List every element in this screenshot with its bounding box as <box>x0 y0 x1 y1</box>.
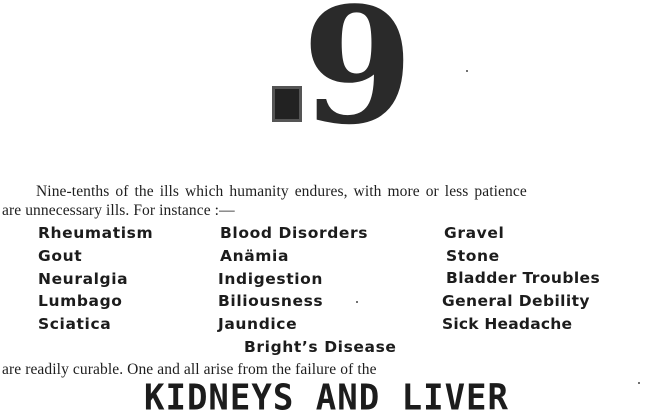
ailment-general-debility: General Debility <box>442 292 590 310</box>
ailment-biliousness: Biliousness <box>218 292 324 310</box>
intro-line-2: are unnecessary ills. For instance :— <box>2 202 235 219</box>
large-digit: 9 <box>302 0 410 160</box>
closing-line: are readily curable. One and all arise from the failure of the <box>2 361 377 378</box>
ailment-rheumatism: Rheumatism <box>38 224 154 242</box>
ailment-jaundice: Jaundice <box>218 315 298 333</box>
ailment-lumbago: Lumbago <box>38 292 123 310</box>
print-speck <box>638 382 640 384</box>
ailment-bladder-troubles: Bladder Troubles <box>446 269 601 287</box>
ailment-stone: Stone <box>446 247 500 265</box>
kidneys-and-liver-headline: KIDNEYS AND LIVER <box>144 377 509 417</box>
intro-line-1: Nine-tenths of the ills which humanity endures, with more or less patience <box>36 183 527 200</box>
ailment-sciatica: Sciatica <box>38 315 112 333</box>
ailment-anaemia: Anämia <box>220 247 290 265</box>
ailment-indigestion: Indigestion <box>218 270 324 288</box>
large-nine-tenths-figure <box>262 0 412 160</box>
ailment-sick-headache: Sick Headache <box>442 315 573 333</box>
print-speck <box>466 70 468 72</box>
ailment-brights-disease: Bright’s Disease <box>244 338 397 356</box>
ailment-gravel: Gravel <box>444 224 505 242</box>
ailment-gout: Gout <box>38 247 83 265</box>
print-speck <box>356 301 358 303</box>
decimal-point <box>272 86 302 122</box>
ailment-neuralgia: Neuralgia <box>38 270 129 288</box>
ailment-blood-disorders: Blood Disorders <box>220 224 369 242</box>
